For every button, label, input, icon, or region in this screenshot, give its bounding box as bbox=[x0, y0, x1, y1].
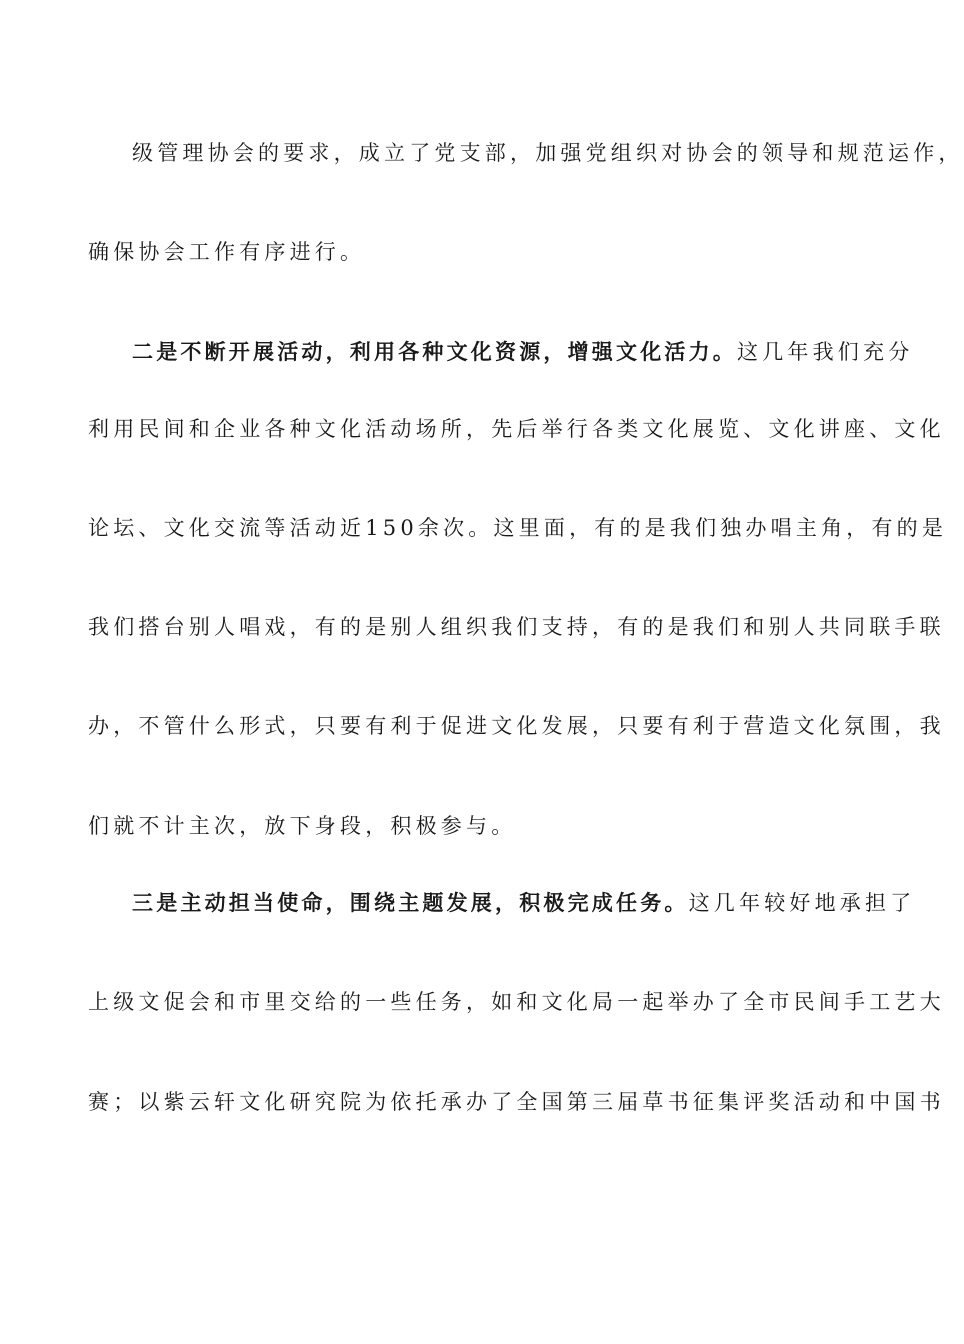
paragraph-2-line-4: 我们搭台别人唱戏，有的是别人组织我们支持，有的是我们和别人共同联手联 bbox=[88, 615, 945, 639]
paragraph-2-line-1 bbox=[132, 336, 914, 368]
paragraph-1-line-1: 级管理协会的要求，成立了党支部，加强党组织对协会的领导和规范运作， bbox=[132, 141, 964, 165]
paragraph-2-heading: 二是不断开展活动，利用各种文化资源，增强文化活力。 bbox=[132, 339, 737, 364]
paragraph-2-line-5: 办，不管什么形式，只要有利于促进文化发展，只要有利于营造文化氛围，我 bbox=[88, 714, 945, 738]
paragraph-3-heading: 三是主动担当使命，围绕主题发展，积极完成任务。 bbox=[132, 890, 689, 915]
paragraph-1-line-2: 确保协会工作有序进行。 bbox=[88, 240, 366, 264]
paragraph-2-line-1-tail: 这几年我们充分 bbox=[737, 340, 914, 364]
paragraph-3-line-1 bbox=[132, 887, 916, 919]
paragraph-3-line-2: 上级文促会和市里交给的一些任务，如和文化局一起举办了全市民间手工艺大 bbox=[88, 990, 945, 1014]
paragraph-2-line-2: 利用民间和企业各种文化活动场所，先后举行各类文化展览、文化讲座、文化 bbox=[88, 417, 945, 441]
paragraph-3-line-1-tail: 这几年较好地承担了 bbox=[688, 891, 916, 915]
paragraph-3-line-3: 赛；以紫云轩文化研究院为依托承办了全国第三届草书征集评奖活动和中国书 bbox=[88, 1090, 945, 1114]
paragraph-2-line-6: 们就不计主次，放下身段，积极参与。 bbox=[88, 814, 517, 838]
paragraph-2-line-3: 论坛、文化交流等活动近150余次。这里面，有的是我们独办唱主角，有的是 bbox=[88, 516, 948, 540]
